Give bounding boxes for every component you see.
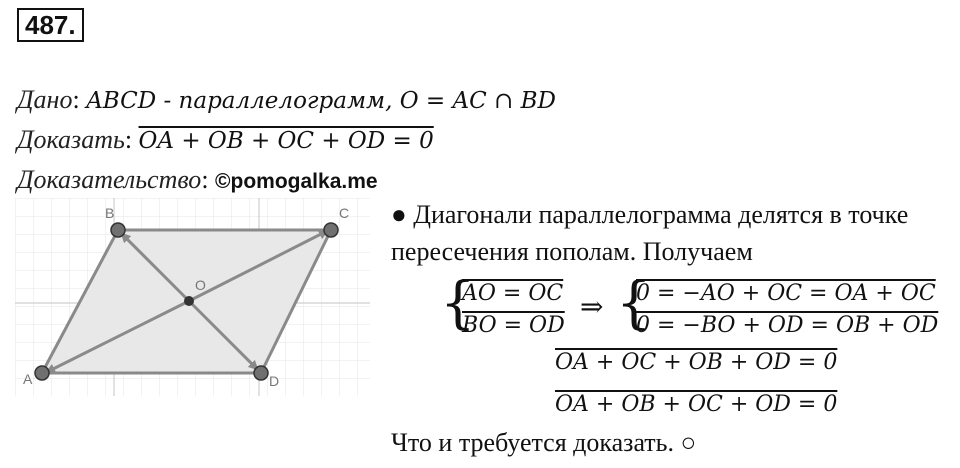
system-left-1: AO = OC bbox=[462, 281, 564, 306]
conclusion-text: Что и требуется доказать. ○ bbox=[391, 428, 697, 457]
left-brace: { bbox=[440, 271, 476, 336]
sum-line-2: OA + OB + OC + OD = 0 bbox=[555, 392, 838, 417]
point-b bbox=[111, 223, 125, 237]
prove-text: OA + OB + OC + OD = 0 bbox=[138, 128, 434, 154]
label-d: D bbox=[269, 373, 280, 389]
system-left-2: BO = OD bbox=[462, 313, 565, 338]
given-text: ABCD - параллелограмм, O = AC ∩ BD bbox=[86, 88, 556, 114]
point-a bbox=[35, 366, 49, 380]
problem-number: 487. bbox=[17, 8, 84, 42]
given-line: Дано: ABCD - параллелограмм, O = AC ∩ BD bbox=[17, 85, 556, 114]
point-c bbox=[324, 223, 338, 237]
sum-line-1: OA + OC + OB + OD = 0 bbox=[555, 350, 838, 375]
label-a: A bbox=[23, 371, 33, 387]
point-d bbox=[254, 366, 268, 380]
proof-label: Доказательство bbox=[17, 165, 202, 194]
proof-text-2: пересечения пополам. Получаем bbox=[391, 237, 753, 266]
proof-line: Доказательство: ©pomogalka.me bbox=[17, 165, 378, 194]
implies-arrow: ⇒ bbox=[580, 292, 604, 323]
label-o: O bbox=[195, 277, 206, 293]
prove-line: Доказать: OA + OB + OC + OD = 0 bbox=[17, 125, 434, 154]
label-c: C bbox=[339, 205, 350, 221]
parallelogram-figure bbox=[15, 198, 370, 396]
system-right-2: 0 = −BO + OD = OB + OD bbox=[636, 313, 939, 338]
given-label: Дано bbox=[17, 85, 73, 114]
label-b: B bbox=[105, 205, 115, 221]
right-brace: { bbox=[616, 271, 652, 336]
point-o bbox=[184, 296, 194, 306]
system-right-1: 0 = −AO + OC = OA + OC bbox=[636, 281, 936, 306]
prove-label: Доказать bbox=[17, 125, 125, 154]
proof-text-1: ● Диагонали параллелограмма делятся в точке bbox=[391, 200, 909, 229]
watermark: ©pomogalka.me bbox=[215, 170, 378, 193]
